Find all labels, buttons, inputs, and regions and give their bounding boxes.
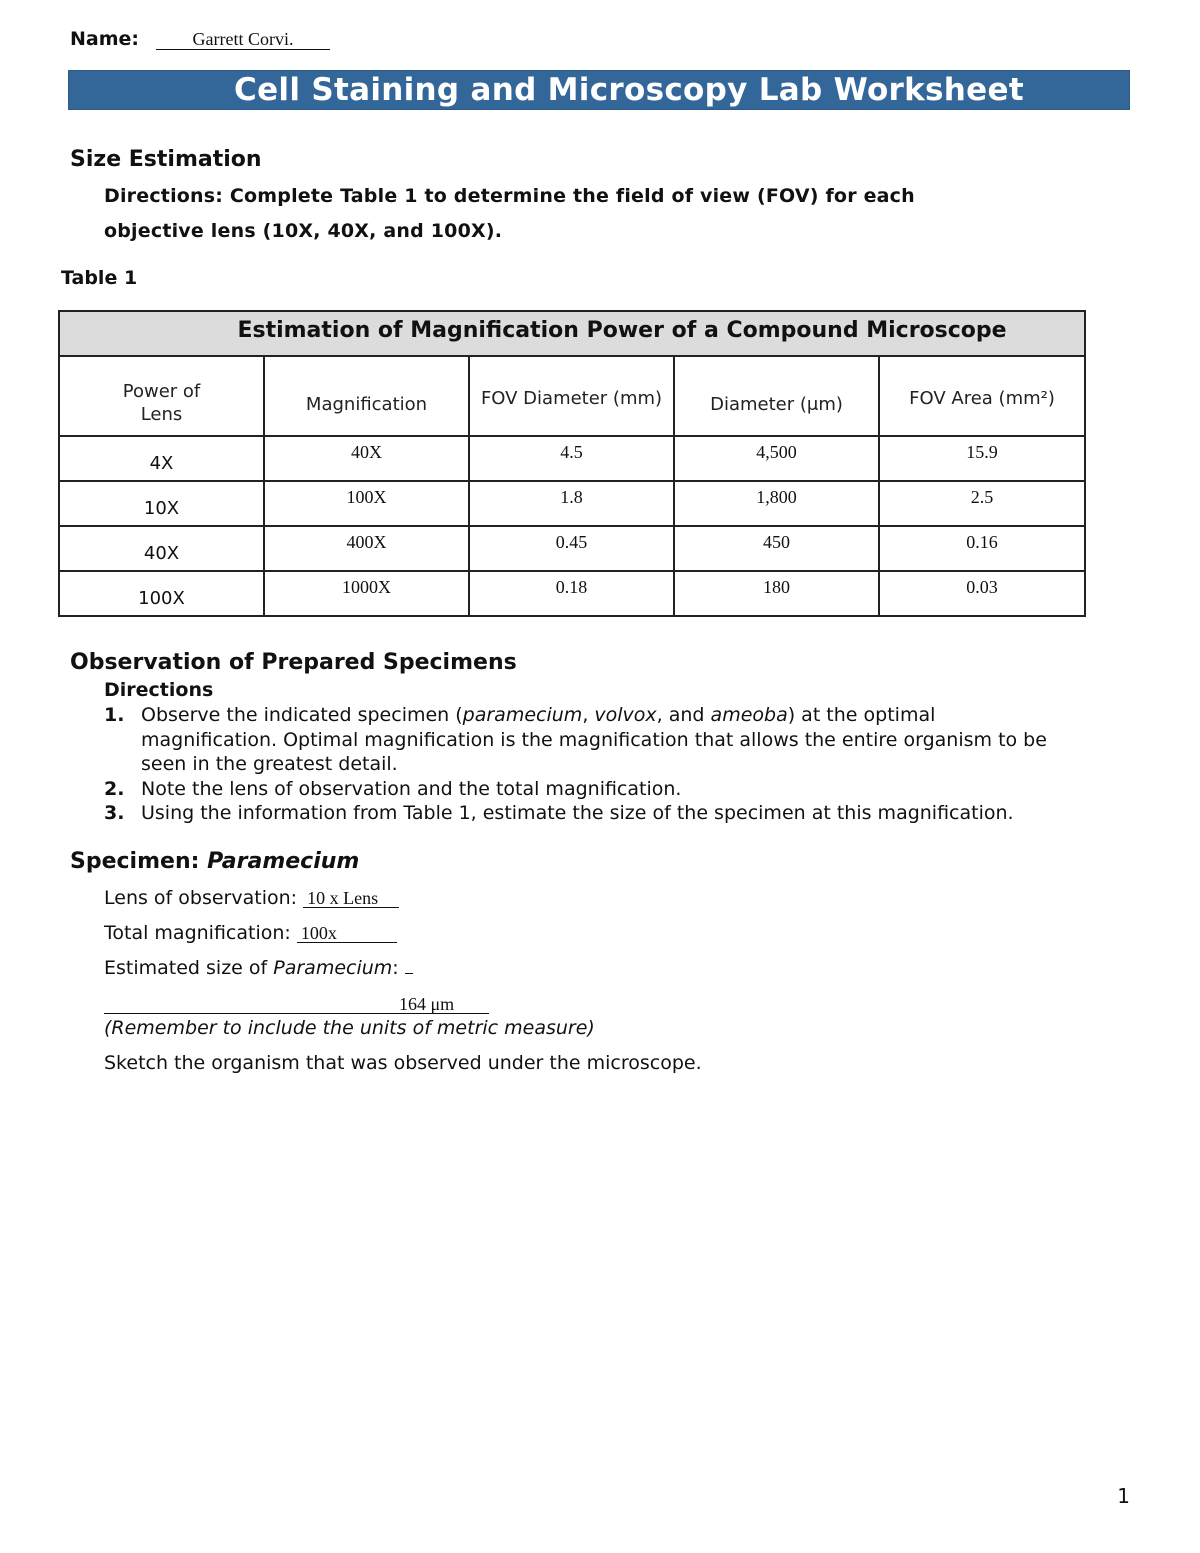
step-text: Observe the indicated specimen (	[141, 704, 463, 726]
table-row	[59, 526, 1085, 571]
title-banner	[68, 70, 1130, 110]
cell-lens	[59, 571, 264, 616]
estimated-size-line	[104, 957, 413, 979]
step-number: 2.	[104, 777, 125, 800]
diameter-um-value: 180	[763, 577, 790, 597]
specimen-heading-prefix: Specimen:	[70, 849, 208, 874]
sketch-area[interactable]	[104, 1090, 1104, 1450]
header-diameter	[674, 356, 879, 436]
cell-area[interactable]	[879, 526, 1085, 571]
lens-answer-field[interactable]: 10 x Lens	[303, 889, 399, 908]
cell-lens	[59, 526, 264, 571]
directions-list	[104, 703, 1064, 826]
area-value: 0.03	[966, 577, 998, 597]
page-number: 1	[1117, 1484, 1130, 1508]
fov-mm-value: 4.5	[560, 442, 583, 462]
fov-mm-value: 0.45	[555, 532, 588, 552]
estimated-size-field[interactable]	[104, 995, 489, 1014]
magnification-value: 100X	[346, 487, 387, 507]
cell-lens	[59, 481, 264, 526]
lens-of-observation-line	[104, 887, 399, 909]
size-directions-line1: Directions: Complete Table 1 to determine the field of view (FOV) for each	[104, 185, 915, 207]
step-text: ) at the optimal magnification. Optimal magnification is the magnification that allows the entire organism to be seen in the greatest detail.	[141, 704, 1047, 775]
diameter-um-value: 1,800	[756, 487, 797, 507]
magnification-value: 40X	[351, 442, 382, 462]
size-blank	[405, 973, 413, 974]
step-text: , and	[656, 704, 711, 726]
header-power-of-lens	[59, 356, 264, 436]
lens-value: 40X	[143, 543, 180, 564]
header-fov-diameter	[469, 356, 674, 436]
lens-label: Lens of observation:	[104, 887, 304, 909]
cell-area[interactable]	[879, 571, 1085, 616]
specimen-heading	[70, 849, 359, 874]
size-label-suffix: :	[392, 957, 405, 979]
cell-area[interactable]	[879, 481, 1085, 526]
table-row	[59, 481, 1085, 526]
cell-diameter-um[interactable]	[674, 481, 879, 526]
size-directions-line2: objective lens (10X, 40X, and 100X).	[104, 220, 503, 242]
specimen-heading-name: Paramecium	[207, 849, 360, 874]
estimated-size-value: 164 μm	[399, 994, 455, 1014]
page-title: Cell Staining and Microscopy Lab Worksheet	[234, 72, 1024, 108]
cell-magnification[interactable]	[264, 481, 469, 526]
step-text: Note the lens of observation and the total magnification.	[141, 777, 682, 800]
cell-diameter-um[interactable]	[674, 436, 879, 481]
header-diameter-text: Diameter (μm)	[710, 394, 843, 415]
table-label: Table 1	[61, 267, 138, 289]
sketch-instruction: Sketch the organism that was observed under the microscope.	[104, 1052, 702, 1074]
total-magnification-line	[104, 922, 397, 944]
step-text-italic: volvox	[594, 704, 657, 726]
cell-magnification[interactable]	[264, 526, 469, 571]
cell-diameter-um[interactable]	[674, 571, 879, 616]
cell-fov-mm[interactable]	[469, 481, 674, 526]
header-power-line2: Lens	[140, 404, 183, 425]
header-magnification	[264, 356, 469, 436]
cell-diameter-um[interactable]	[674, 526, 879, 571]
name-field[interactable]: Garrett Corvi.	[156, 30, 330, 50]
size-label-name: Paramecium	[273, 957, 393, 979]
cell-fov-mm[interactable]	[469, 436, 674, 481]
units-reminder: (Remember to include the units of metric measure)	[104, 1017, 595, 1039]
step-number: 1.	[104, 704, 125, 726]
header-fov-diameter-text: FOV Diameter (mm)	[480, 388, 663, 409]
size-estimation-heading: Size Estimation	[70, 147, 262, 172]
observation-directions-label: Directions	[104, 679, 214, 701]
diameter-um-value: 450	[763, 532, 790, 552]
diameter-um-value: 4,500	[756, 442, 797, 462]
list-item	[104, 801, 1064, 826]
header-fov-area-text: FOV Area (mm²)	[909, 388, 1055, 409]
step-text-italic: paramecium	[462, 704, 583, 726]
table-row	[59, 571, 1085, 616]
area-value: 0.16	[966, 532, 998, 552]
observation-heading: Observation of Prepared Specimens	[70, 650, 517, 675]
magnification-value: 1000X	[342, 577, 391, 597]
table-header-row	[59, 356, 1085, 436]
table-caption: Estimation of Magnification Power of a Compound Microscope	[59, 311, 1085, 356]
step-text: ,	[582, 704, 595, 726]
size-label-prefix: Estimated size of	[104, 957, 274, 979]
total-magnification-field[interactable]: 100x	[297, 924, 397, 943]
total-magnification-label: Total magnification:	[104, 922, 297, 944]
cell-lens	[59, 436, 264, 481]
header-magnification-text: Magnification	[305, 394, 428, 415]
cell-fov-mm[interactable]	[469, 571, 674, 616]
cell-magnification[interactable]	[264, 436, 469, 481]
name-label: Name:	[70, 28, 140, 50]
fov-mm-value: 1.8	[560, 487, 583, 507]
lens-value: 4X	[149, 453, 174, 474]
header-fov-area	[879, 356, 1085, 436]
header-power-line1: Power of	[122, 381, 201, 402]
magnification-value: 400X	[346, 532, 387, 552]
table-row	[59, 436, 1085, 481]
cell-area[interactable]	[879, 436, 1085, 481]
lens-value: 100X	[138, 588, 185, 609]
area-value: 15.9	[966, 442, 998, 462]
lens-value: 10X	[143, 498, 180, 519]
step-text-italic: ameoba	[710, 704, 788, 726]
step-number: 3.	[104, 802, 125, 824]
cell-magnification[interactable]	[264, 571, 469, 616]
cell-fov-mm[interactable]	[469, 526, 674, 571]
list-item	[104, 777, 1064, 802]
magnification-table	[58, 310, 1086, 617]
step-text: Using the information from Table 1, estimate the size of the specimen at this magnification.	[141, 802, 1014, 824]
fov-mm-value: 0.18	[555, 577, 588, 597]
area-value: 2.5	[970, 487, 994, 507]
list-item	[104, 703, 1064, 777]
